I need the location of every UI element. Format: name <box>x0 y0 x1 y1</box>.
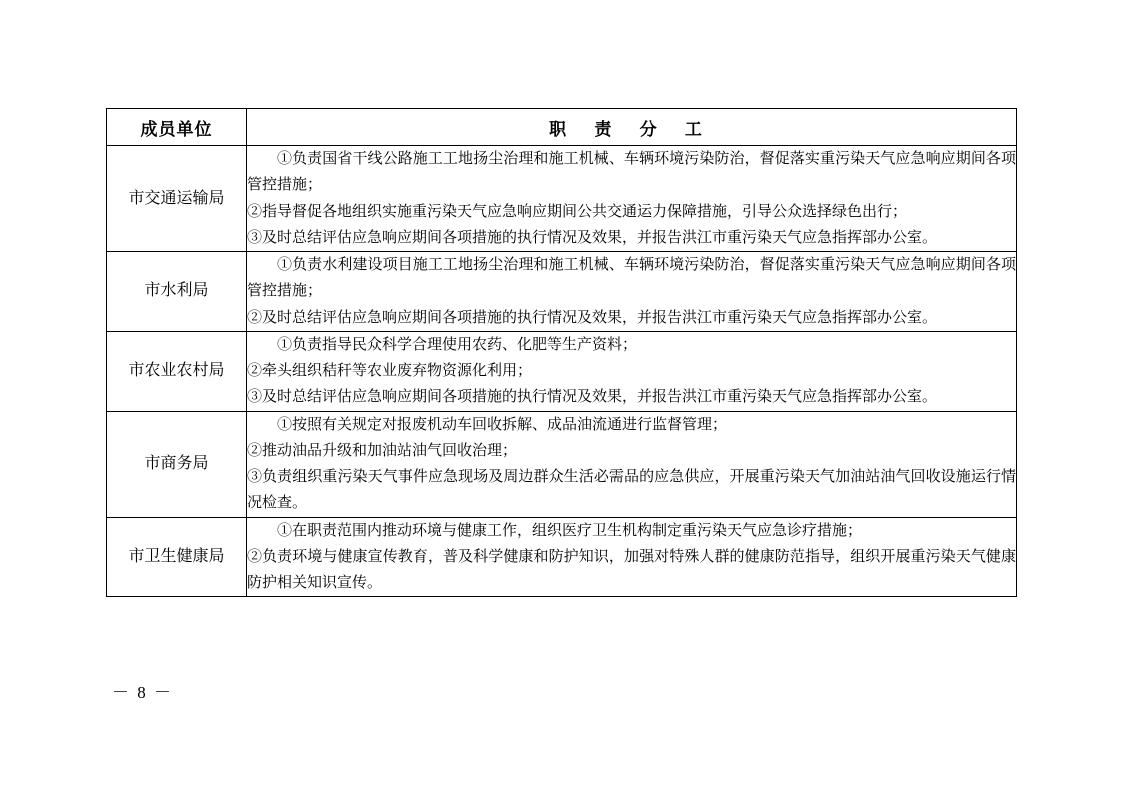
table-row <box>107 146 1017 252</box>
duty-item: ①负责水利建设项目施工工地扬尘治理和施工机械、车辆环境污染防治，督促落实重污染天气应急响应期间各项管控措施； <box>247 257 1016 300</box>
page-number: － 8 － <box>112 683 173 702</box>
duty-cell <box>247 411 1017 517</box>
member-unit-cell: 市商务局 <box>107 411 247 517</box>
member-unit-cell: 市卫生健康局 <box>107 517 247 597</box>
table-row <box>107 517 1017 597</box>
duty-item: ①在职责范围内推动环境与健康工作，组织医疗卫生机构制定重污染天气应急诊疗措施； <box>277 522 863 539</box>
table-header-row <box>107 109 1017 146</box>
duty-cell <box>247 146 1017 252</box>
duty-item: ②及时总结评估应急响应期间各项措施的执行情况及效果，并报告洪江市重污染天气应急指挥部办公室。 <box>247 309 938 326</box>
duty-item: ③及时总结评估应急响应期间各项措施的执行情况及效果，并报告洪江市重污染天气应急指挥部办公室。 <box>247 229 938 246</box>
table-row <box>107 411 1017 517</box>
table-row <box>107 252 1017 332</box>
duty-item: ②负责环境与健康宣传教育，普及科学健康和防护知识，加强对特殊人群的健康防范指导，组织开展重污染天气健康防护相关知识宣传。 <box>247 548 1016 591</box>
duty-cell <box>247 331 1017 411</box>
member-unit-cell: 市水利局 <box>107 252 247 332</box>
column-header-unit: 成员单位 <box>107 109 247 146</box>
member-unit-cell: 市农业农村局 <box>107 331 247 411</box>
duty-item: ①负责国省干线公路施工工地扬尘治理和施工机械、车辆环境污染防治，督促落实重污染天气应急响应期间各项管控措施； <box>247 151 1016 194</box>
member-unit-cell: 市交通运输局 <box>107 146 247 252</box>
duty-item: ①负责指导民众科学合理使用农药、化肥等生产资料； <box>277 336 638 353</box>
duty-cell <box>247 517 1017 597</box>
duty-item: ③及时总结评估应急响应期间各项措施的执行情况及效果，并报告洪江市重污染天气应急指挥部办公室。 <box>247 389 938 406</box>
column-header-duty: 职 责 分 工 <box>247 109 1017 146</box>
duty-item: ②指导督促各地组织实施重污染天气应急响应期间公共交通运力保障措施，引导公众选择绿色出行； <box>247 203 908 220</box>
duty-item: ③负责组织重污染天气事件应急现场及周边群众生活必需品的应急供应，开展重污染天气加油站油气回收设施运行情况检查。 <box>247 469 1016 512</box>
duty-cell <box>247 252 1017 332</box>
duty-item: ②推动油品升级和加油站油气回收治理； <box>247 442 518 459</box>
duty-item: ②牵头组织秸秆等农业废弃物资源化利用； <box>247 363 533 379</box>
table-row <box>107 331 1017 411</box>
responsibility-table <box>106 108 1017 597</box>
duty-item: ①按照有关规定对报废机动车回收拆解、成品油流通进行监督管理； <box>277 416 728 433</box>
